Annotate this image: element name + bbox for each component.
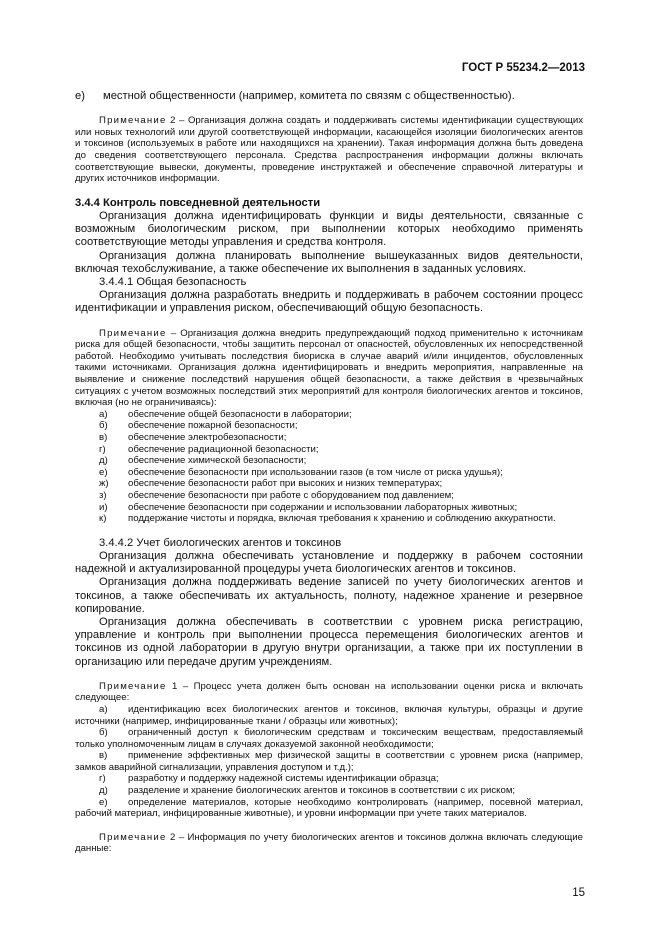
body-paragraph: Организация должна идентифицировать функции и виды деятельности, связанные с возможным биологическим риском, при выполнении которых необходимо применять соответствующие методы управления и средства контроля. (75, 209, 583, 249)
page-number: 15 (572, 887, 585, 899)
note-label: Примечание (99, 831, 167, 843)
list-item-text: обеспечение радиационной безопасности; (128, 443, 319, 455)
list-item (75, 727, 583, 750)
list-marker: д) (99, 785, 108, 797)
list-item (75, 750, 583, 773)
list-marker: и) (99, 501, 108, 513)
list-item-text: поддержание чистоты и порядка, включая требования к хранению и соблюдению аккуратности. (128, 513, 556, 525)
list-item (75, 420, 583, 432)
list-item-text: обеспечение пожарной безопасности; (128, 420, 298, 432)
list-item (75, 90, 583, 103)
list-marker: г) (99, 443, 106, 455)
list-item-text: применение эффективных мер физической защиты в соответствии с уровнем риска (например, замков аварийной сигнализации, управления доступом и т.д.); (75, 750, 583, 773)
list-marker: ж) (99, 478, 109, 490)
list-marker: д) (99, 455, 108, 467)
list-item-text: разделение и хранение биологических агентов и токсинов в соответствии с их риском; (128, 785, 516, 797)
list-item-text: обеспечение общей безопасности в лаборатории; (128, 408, 352, 420)
accounting-requirements-list (75, 704, 583, 820)
page-content (75, 90, 583, 855)
list-marker: в) (99, 431, 108, 443)
list-item-text: обеспечение электробезопасности; (128, 431, 287, 443)
body-paragraph: Организация должна обеспечивать установление и поддержку в рабочем состоянии надежной и актуализированной процедуры учета биологических агентов и токсинов. (75, 549, 583, 576)
body-paragraph: Организация должна поддерживать ведение записей по учету биологических агентов и токсинов, а также обеспечивать их актуальность, полноту, надежное хранение и резервное копирование. (75, 576, 583, 615)
note-text: – Организация должна внедрить предупреждающий подход применительно к источникам риска для общей безопасности, чтобы защитить персонал от опасностей, обусловленных их непосредственной работой. Необходимо учитывать последствия биориска в случае аварий и/или инцидентов, обусловленных такими источниками. Организация должна идентифицировать и внедрить мероприятия, направленные на выявление и снижение последствий нарушения общей безопасности, а также действия в чрезвычайных ситуациях с учетом возможных последствий этих мероприятий для контроля биологических агентов и токсинов, включая (но не ограничиваясь): (75, 327, 583, 409)
list-item (75, 432, 583, 444)
list-marker: г) (99, 773, 106, 785)
body-paragraph: Организация должна разработать внедрить и поддерживать в рабочем состоянии процесс идентификации и управления риском, обеспечивающий общую безопасность. (75, 289, 583, 315)
note-label: Примечание (99, 327, 167, 339)
list-item (75, 490, 583, 502)
list-item (75, 797, 583, 820)
list-marker: а) (99, 703, 108, 715)
list-marker: е) (99, 796, 108, 808)
list-item (75, 467, 583, 479)
document-id-header: ГОСТ Р 55234.2—2013 (461, 62, 585, 74)
list-item (75, 773, 583, 785)
list-item (75, 704, 583, 727)
list-item (75, 502, 583, 514)
list-item (75, 785, 583, 797)
list-item-text: обеспечение безопасности при работе с оборудованием под давлением; (128, 489, 454, 501)
subsection-heading: 3.4.4.1 Общая безопасность (99, 275, 247, 288)
body-paragraph: Организация должна планировать выполнение вышеуказанных видов деятельности, включая техобслуживание, а также обеспечение их выполнения в заданных условиях. (75, 249, 583, 275)
body-paragraph: Организация должна обеспечивать в соответствии с уровнем риска регистрацию, управление и контроль при выполнении процесса перемещения биологических агентов и токсинов из одной лаборатории в другую внутри организации, а также при их поступлении в организацию или передаче другим учреждениям. (75, 615, 583, 668)
list-item-text: обеспечение безопасности при использовании газов (в том числе от риска удушья); (128, 466, 503, 478)
list-item-text: ограниченный доступ к биологическим средствам и токсическим веществам, предоставляемый только уполномоченным лицам в случаях доказуемой законной необходимости; (75, 727, 583, 750)
list-item (75, 455, 583, 467)
note-text: 2 – Информация по учету биологических агентов и токсинов должна включать следующие данные: (75, 831, 583, 855)
list-marker: б) (99, 727, 108, 739)
list-item (75, 409, 583, 421)
list-item-text: идентификацию всех биологических агентов и токсинов, включая культуры, образцы и другие источники (например, инфицированные ткани / образцы или животных); (75, 703, 583, 727)
list-marker: е) (99, 466, 108, 478)
section-heading: 3.4.4 Контроль повседневной деятельности (75, 196, 321, 209)
list-item-text: определение материалов, которые необходимо контролировать (например, посевной материал, рабочий материал, инфицированные животные), и уровни информации при учете таких материалов. (75, 796, 583, 820)
list-marker: к) (99, 513, 107, 525)
list-item (75, 444, 583, 456)
list-item-text: обеспечение химической безопасности; (128, 455, 307, 467)
note-paragraph (75, 681, 583, 704)
list-marker: з) (99, 489, 107, 501)
list-marker: а) (99, 408, 108, 420)
note-label: Примечание (99, 115, 167, 127)
list-item (75, 478, 583, 490)
note-text: 1 – Процесс учета должен быть основан на использовании оценки риска и включать следующее: (75, 680, 583, 704)
list-item-text: разработку и поддержку надежной системы идентификации образца; (128, 773, 439, 785)
list-item-text: обеспечение безопасности работ при высоких и низких температурах; (128, 478, 443, 490)
note-paragraph (75, 115, 583, 185)
list-item-text: местной общественности (например, комитета по связям с общественностью). (103, 90, 515, 102)
subsection-heading: 3.4.4.2 Учет биологических агентов и токсинов (99, 536, 342, 549)
note-text: 2 – Организация должна создать и поддерживать системы идентификации существующих или новых технологий или другой соответствующей информации, касающейся изоляции биологических агентов и токсинов (используемых в работе или находящихся на хранении). Такая информация должна быть доведена до сведения соответствующего персонала. Средства распространения информации должны включать соответствующие вывески, документы, проведение инструктажей и обеспечение справочной литературы и других источников информации. (75, 115, 583, 185)
note-paragraph (75, 328, 583, 409)
list-marker: б) (99, 420, 108, 432)
note-label: Примечание (99, 680, 167, 692)
list-marker: е) (75, 90, 85, 102)
safety-measures-list (75, 409, 583, 525)
list-item-text: обеспечение безопасности при содержании и использовании лабораторных животных; (128, 501, 518, 513)
note-paragraph (75, 832, 583, 855)
list-item (75, 513, 583, 525)
list-marker: в) (99, 750, 108, 762)
